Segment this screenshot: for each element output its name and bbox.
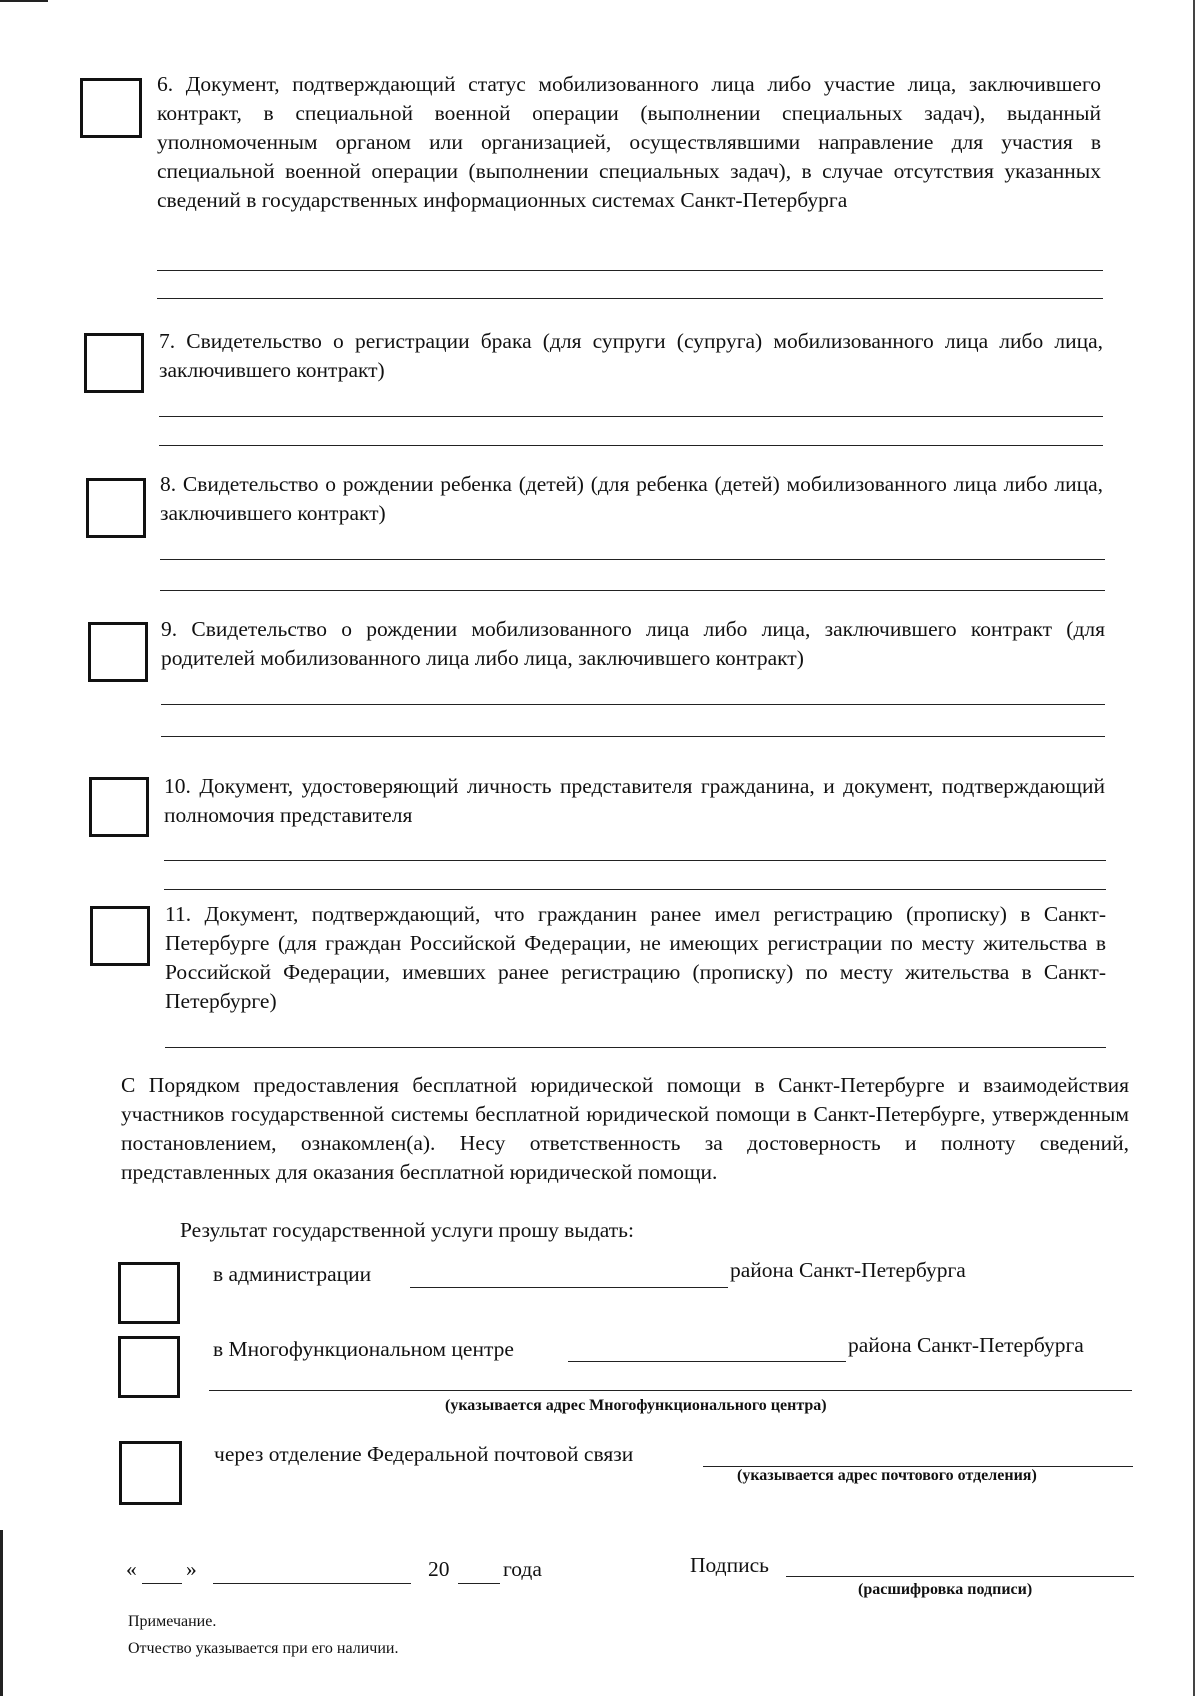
admin-suffix: района Санкт-Петербурга [730,1258,966,1282]
item-11-checkbox[interactable] [90,906,150,966]
item-11-line-1 [165,1047,1106,1048]
post-checkbox[interactable] [119,1441,182,1505]
item-9-checkbox[interactable] [88,622,148,682]
signature-label: Подпись [690,1553,769,1577]
note-title: Примечание. [128,1613,217,1630]
item-6-line-1 [157,270,1103,271]
item-8-checkbox[interactable] [86,478,146,538]
mfc-suffix: района Санкт-Петербурга [848,1333,1084,1357]
item-9-line-1 [161,704,1105,705]
item-10-checkbox[interactable] [89,777,149,837]
date-day-field[interactable] [142,1583,182,1584]
acknowledgement-text: С Порядком предоставления бесплатной юридической помощи в Санкт-Петербурге и взаимодействия участников государственной системы бесплатной юридической помощи в Санкт-Петербурге, утвержденным постановлением, ознакомлен(а). Несу ответственность за достоверность и полноту сведений, представленных для оказания бесплатной юридической помощи. [121,1073,1129,1184]
date-quote-open: « [126,1557,137,1581]
item-7-line-1 [159,416,1103,417]
signature-hint: (расшифровка подписи) [858,1581,1033,1598]
scan-right-edge [1193,0,1195,1696]
post-prefix: через отделение Федеральной почтовой связи [214,1442,634,1466]
item-10-text: 10. Документ, удостоверяющий личность представителя гражданина, и документ, подтверждающий полномочия представителя [164,774,1105,827]
mfc-district-field[interactable] [568,1361,846,1362]
date-year-suffix: года [503,1557,542,1581]
item-8-text: 8. Свидетельство о рождении ребенка (детей) (для ребенка (детей) мобилизованного лица либо лица, заключившего контракт) [160,472,1103,525]
item-6-line-2 [157,298,1103,299]
post-hint: (указывается адрес почтового отделения) [737,1467,1037,1484]
item-7-line-2 [159,445,1103,446]
mfc-prefix: в Многофункциональном центре [213,1337,514,1361]
note-text: Отчество указывается при его наличии. [128,1640,399,1657]
date-year-prefix: 20 [428,1557,450,1581]
item-11-text: 11. Документ, подтверждающий, что гражданин ранее имел регистрацию (прописку) в Санкт-Петербурге (для граждан Российской Федерации, не имеющих регистрации по месту жительства в Российской Федерации, имевших ранее регистрацию (прописку) по месту жительства в Санкт-Петербурге) [165,902,1106,1013]
mfc-checkbox[interactable] [118,1336,180,1398]
admin-district-field[interactable] [410,1287,728,1288]
item-9-line-2 [161,736,1105,737]
item-10-line-1 [164,860,1106,861]
item-7-checkbox[interactable] [84,333,144,393]
result-heading: Результат государственной услуги прошу выдать: [180,1218,634,1242]
scan-left-edge [0,1530,3,1696]
item-10-line-2 [164,889,1106,890]
item-9-text: 9. Свидетельство о рождении мобилизованного лица либо лица, заключившего контракт (для родителей мобилизованного лица либо лица, заключившего контракт) [161,617,1105,670]
admin-checkbox[interactable] [118,1262,180,1324]
item-6-text: 6. Документ, подтверждающий статус мобилизованного лица либо участие лица, заключившего контракт, в специальной военной операции (выполнении специальных задач), выданный уполномоченным органом или организацией, осуществлявшими направление для участия в специальной военной операции (выполнении специальных задач), в случае отсутствия указанных сведений в государственных информационных системах Санкт-Петербурга [157,72,1101,212]
scan-top-mark [0,0,48,2]
mfc-address-field[interactable] [209,1390,1132,1391]
admin-prefix: в администрации [213,1262,372,1286]
item-8-line-1 [160,559,1105,560]
date-year-field[interactable] [458,1583,500,1584]
item-8-line-2 [160,590,1105,591]
item-6-checkbox[interactable] [80,78,142,138]
item-7-text: 7. Свидетельство о регистрации брака (для супруги (супруга) мобилизованного лица либо лица, заключившего контракт) [159,329,1103,382]
date-quote-close: » [186,1557,197,1581]
mfc-hint: (указывается адрес Многофункционального центра) [445,1397,827,1414]
date-month-field[interactable] [213,1583,411,1584]
signature-field[interactable] [786,1576,1134,1577]
